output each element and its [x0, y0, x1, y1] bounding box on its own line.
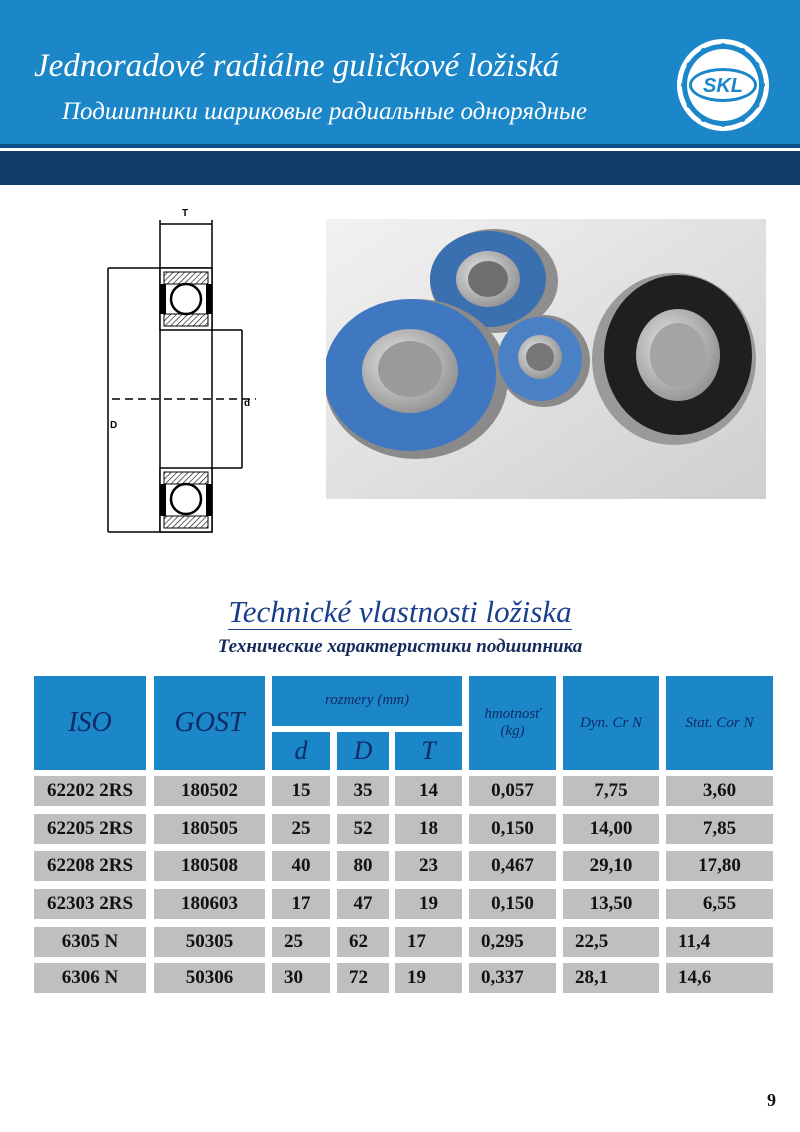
cell-gost: 180502	[154, 776, 265, 806]
bearing-cross-section-drawing	[96, 202, 276, 542]
cell-D: 52	[337, 814, 389, 844]
header-banner	[0, 0, 800, 144]
logo-text: SKL	[703, 75, 743, 97]
cell-mass: 0,150	[469, 889, 556, 919]
cell-mass: 0,057	[469, 776, 556, 806]
cell-T: 19	[395, 889, 462, 919]
cell-D: 80	[337, 851, 389, 881]
cell-T: 18	[395, 814, 462, 844]
cell-mass: 0,467	[469, 851, 556, 881]
cell-T: 19	[395, 963, 462, 993]
cell-iso: 6305 N	[34, 927, 146, 957]
section-subtitle: Технические характеристики подшипника	[217, 636, 583, 657]
header-T: T	[395, 732, 462, 770]
section-title: Technické vlastnosti ložiska	[228, 594, 572, 629]
cell-T: 23	[395, 851, 462, 881]
cell-D: 35	[337, 776, 389, 806]
cell-mass: 0,295	[469, 927, 556, 957]
cell-d: 25	[272, 927, 330, 957]
cell-mass: 0,150	[469, 814, 556, 844]
cell-gost: 180508	[154, 851, 265, 881]
bearings-photo	[326, 219, 766, 499]
header-static-load: Stat. Cor N	[666, 676, 773, 770]
cell-dyn: 13,50	[563, 889, 659, 919]
header-rozmery: rozmery (mm)	[272, 676, 462, 726]
cell-iso: 62205 2RS	[34, 814, 146, 844]
cell-d: 40	[272, 851, 330, 881]
cell-stat: 3,60	[666, 776, 773, 806]
header-mass	[469, 676, 556, 770]
cell-gost: 50305	[154, 927, 265, 957]
header-mass-line1: hmotnosť	[484, 706, 541, 722]
cell-stat: 17,80	[666, 851, 773, 881]
title-slovak: Jednoradové radiálne guličkové ložiská	[34, 48, 560, 84]
header-d: d	[272, 732, 330, 770]
page-number: 9	[767, 1090, 776, 1110]
label-T: T	[182, 208, 189, 219]
cell-iso: 62208 2RS	[34, 851, 146, 881]
cell-iso: 62202 2RS	[34, 776, 146, 806]
cell-stat: 11,4	[666, 927, 773, 957]
cell-gost: 50306	[154, 963, 265, 993]
cell-stat: 14,6	[666, 963, 773, 993]
cell-iso: 6306 N	[34, 963, 146, 993]
cell-iso: 62303 2RS	[34, 889, 146, 919]
cell-d: 25	[272, 814, 330, 844]
cell-dyn: 14,00	[563, 814, 659, 844]
cell-d: 30	[272, 963, 330, 993]
header-mass-line2: (kg)	[500, 723, 525, 739]
cell-D: 47	[337, 889, 389, 919]
cell-gost: 180603	[154, 889, 265, 919]
cell-d: 17	[272, 889, 330, 919]
cell-T: 17	[395, 927, 462, 957]
header-dynamic-load: Dyn. Cr N	[563, 676, 659, 770]
cell-stat: 6,55	[666, 889, 773, 919]
cell-dyn: 29,10	[563, 851, 659, 881]
skl-logo	[676, 38, 770, 132]
cell-D: 62	[337, 927, 389, 957]
cell-D: 72	[337, 963, 389, 993]
cell-dyn: 7,75	[563, 776, 659, 806]
cell-mass: 0,337	[469, 963, 556, 993]
cell-T: 14	[395, 776, 462, 806]
label-d: d	[244, 398, 251, 409]
header-dark-band	[0, 151, 800, 185]
title-russian: Подшипники шариковые радиальные однорядные	[62, 98, 588, 125]
label-D: D	[110, 420, 118, 431]
cell-dyn: 22,5	[563, 927, 659, 957]
cell-dyn: 28,1	[563, 963, 659, 993]
cell-d: 15	[272, 776, 330, 806]
cell-stat: 7,85	[666, 814, 773, 844]
header-iso: ISO	[34, 676, 146, 770]
cell-gost: 180505	[154, 814, 265, 844]
header-D: D	[337, 732, 389, 770]
header-gost: GOST	[154, 676, 265, 770]
